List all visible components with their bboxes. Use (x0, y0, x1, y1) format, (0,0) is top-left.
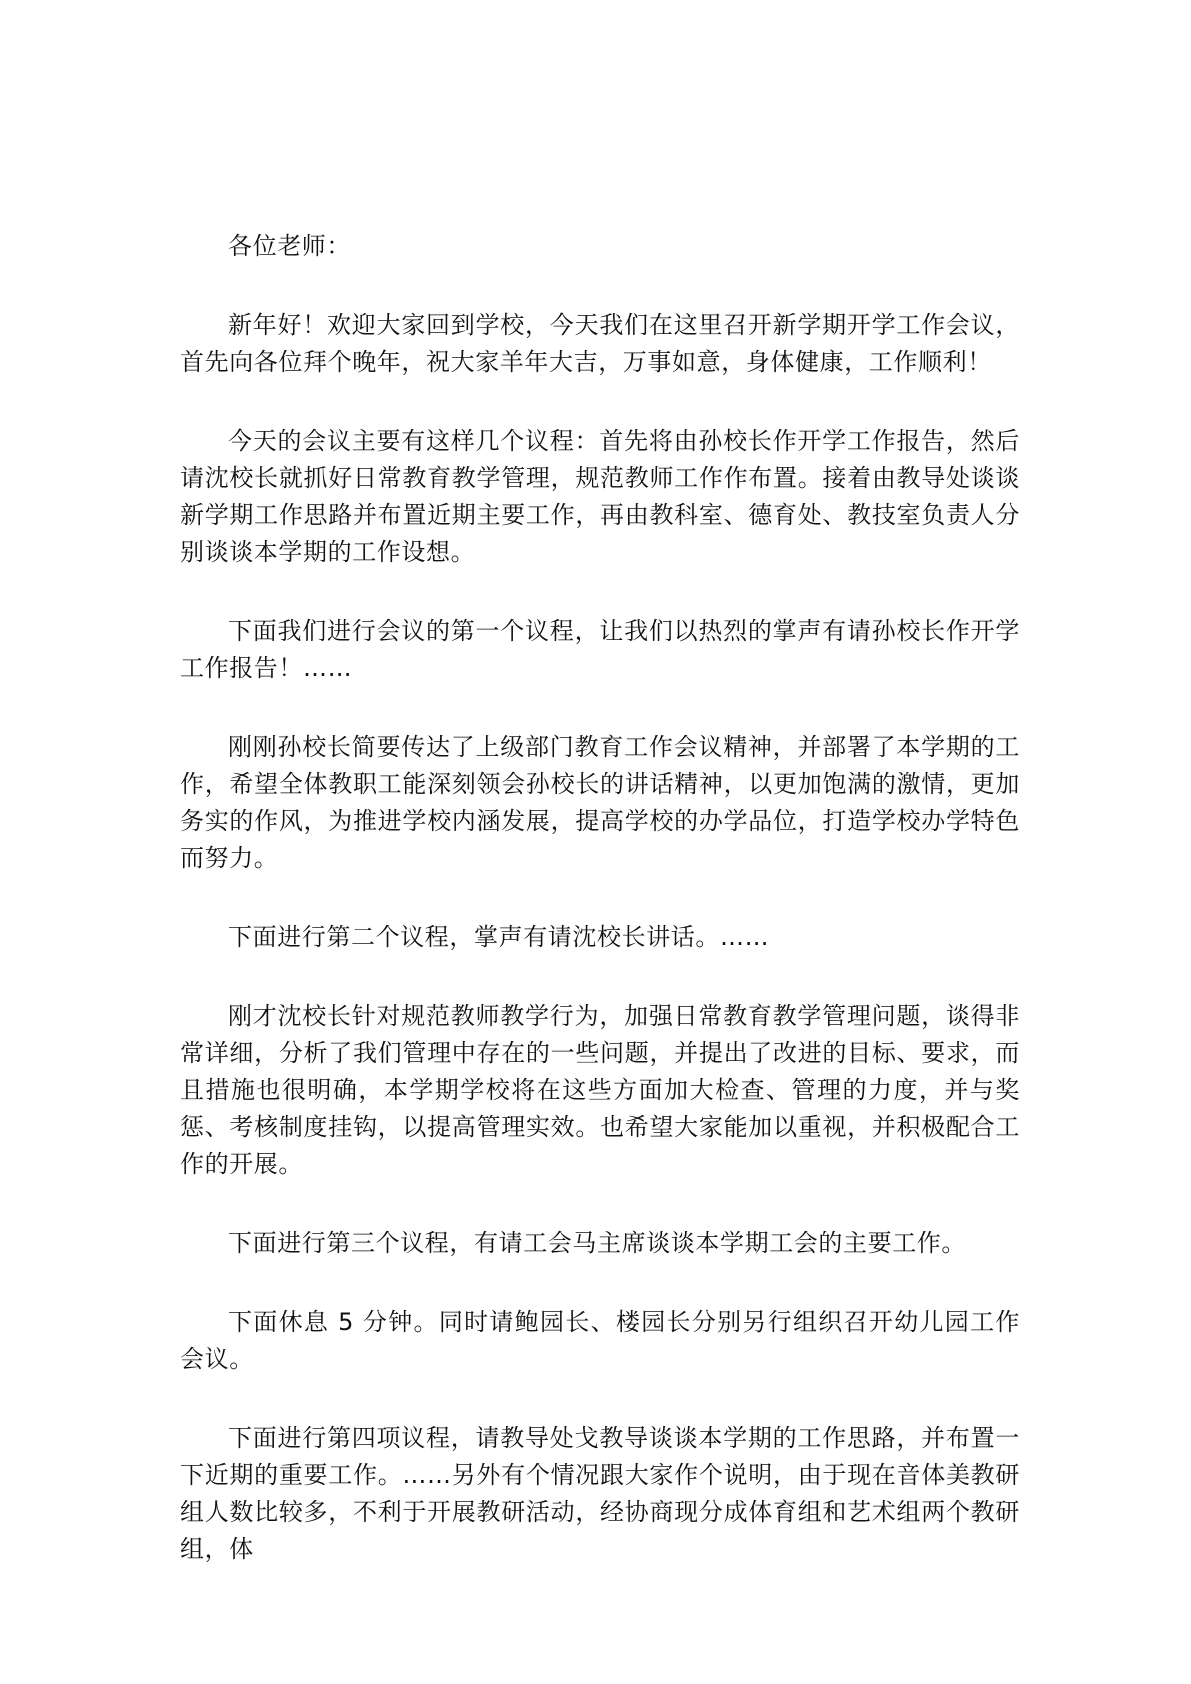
paragraph: 刚才沈校长针对规范教师教学行为，加强日常教育教学管理问题，谈得非常详细，分析了我们管理中存在的一些问题，并提出了改进的目标、要求，而且措施也很明确，本学期学校将在这些方面加大检查、管理的力度，并与奖惩、考核制度挂钩，以提高管理实效。也希望大家能加以重视，并积极配合工作的开展。 (180, 1002, 1020, 1178)
paragraph: 下面进行第三个议程，有请工会马主席谈谈本学期工会的主要工作。 (228, 1229, 966, 1257)
paragraph: 下面进行第二个议程，掌声有请沈校长讲话。…… (228, 923, 770, 951)
paragraph: 下面休息 5 分钟。同时请鲍园长、楼园长分别另行组织召开幼儿园工作会议。 (180, 1308, 1020, 1373)
paragraph: 刚刚孙校长简要传达了上级部门教育工作会议精神，并部署了本学期的工作，希望全体教职工能深刻领会孙校长的讲话精神，以更加饱满的激情，更加务实的作风，为推进学校内涵发展，提高学校的办学品位，打造学校办学特色而努力。 (180, 733, 1020, 872)
document-body (180, 228, 1020, 1610)
paragraph: 下面进行第四项议程，请教导处戈教导谈谈本学期的工作思路，并布置一下近期的重要工作。……另外有个情况跟大家作个说明，由于现在音体美教研组人数比较多，不利于开展教研活动，经协商现分成体育组和艺术组两个教研组，体 (180, 1424, 1020, 1563)
paragraph: 新年好！欢迎大家回到学校，今天我们在这里召开新学期开学工作会议，首先向各位拜个晚年，祝大家羊年大吉，万事如意，身体健康，工作顺利！ (180, 311, 1020, 376)
paragraph: 今天的会议主要有这样几个议程：首先将由孙校长作开学工作报告，然后请沈校长就抓好日常教育教学管理，规范教师工作作布置。接着由教导处谈谈新学期工作思路并布置近期主要工作，再由教科室、德育处、教技室负责人分别谈谈本学期的工作设想。 (180, 427, 1020, 566)
salutation: 各位老师： (228, 232, 351, 260)
paragraph: 下面我们进行会议的第一个议程，让我们以热烈的掌声有请孙校长作开学工作报告！…… (180, 617, 1020, 682)
